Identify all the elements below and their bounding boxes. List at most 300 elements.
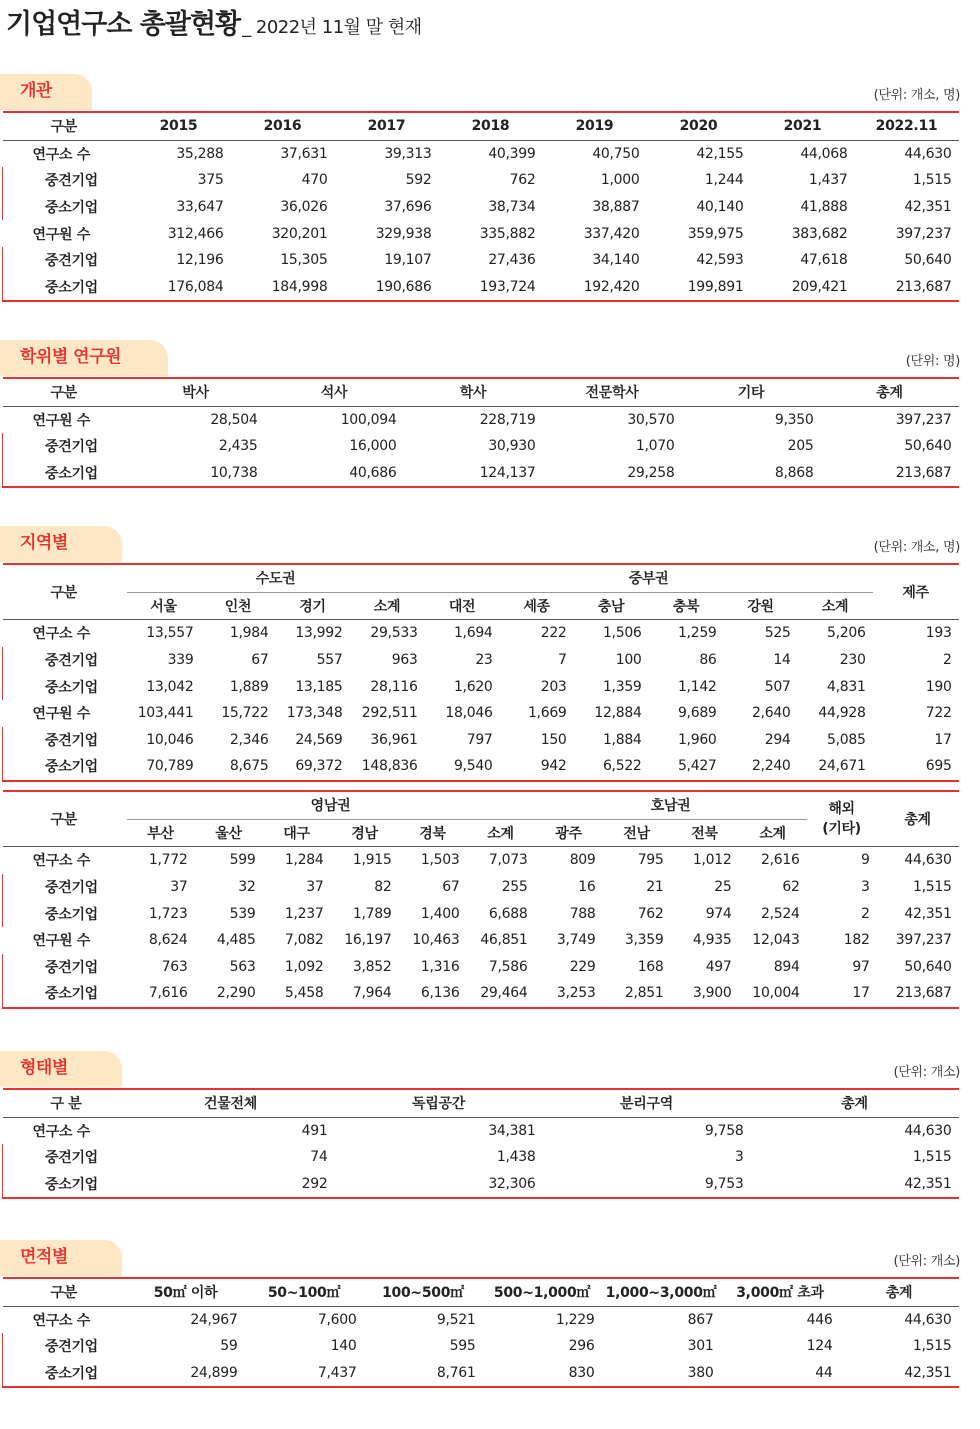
cell-value: 1,984 [229, 625, 269, 642]
cell-value: 67 [442, 879, 460, 896]
cell-value: 830 [483, 1360, 602, 1388]
cell-value: 193,724 [439, 274, 543, 302]
cell-value: 375 [197, 172, 224, 189]
cell-value: 1,092 [284, 958, 324, 975]
cell-value: 8,675 [201, 753, 276, 781]
cell-value: 294 [764, 731, 791, 748]
cell-value: 7,073 [488, 852, 528, 869]
cell-value: 1,669 [527, 705, 567, 722]
cell-value: 762 [509, 172, 536, 189]
cell-value: 3,900 [671, 980, 739, 1008]
cell-value: 30,570 [627, 411, 675, 428]
cell-value: 7,586 [488, 958, 528, 975]
cell-value: 695 [873, 753, 959, 781]
cell-value: 24,967 [190, 1311, 238, 1328]
cell-value: 507 [764, 678, 791, 695]
column-header: 경북 [399, 819, 467, 847]
cell-value: 86 [699, 652, 717, 669]
region-unit: (단위: 개소, 명) [873, 540, 960, 555]
cell-value: 1,515 [912, 172, 952, 189]
area-table [2, 1277, 959, 1388]
header-row [3, 1278, 959, 1306]
cell-value: 40,686 [265, 460, 404, 488]
cell-value: 46,851 [480, 932, 528, 949]
column-header: 부산 [127, 819, 195, 847]
cell-value: 17 [934, 731, 952, 748]
cell-value: 942 [500, 753, 574, 781]
table-row [3, 727, 959, 754]
cell-value: 42,351 [904, 905, 952, 922]
cell-value: 38,887 [592, 199, 640, 216]
cell-value: 124,137 [404, 460, 543, 488]
cell-value: 6,688 [488, 905, 528, 922]
cell-value: 1,259 [677, 625, 717, 642]
cell-value: 44,630 [904, 1122, 952, 1139]
cell-value: 21 [646, 879, 664, 896]
table-row [3, 847, 959, 874]
cell-value: 2,435 [218, 438, 258, 455]
column-header: 소계 [350, 592, 425, 620]
row-label: 중견기업 [3, 433, 127, 460]
cell-value: 557 [316, 652, 343, 669]
header-row [3, 1089, 959, 1117]
cell-value: 33,647 [176, 199, 224, 216]
column-header: 울산 [195, 819, 263, 847]
cell-value: 4,485 [216, 932, 256, 949]
form-section-title: 형태별 [0, 1051, 122, 1087]
cell-value: 1,515 [912, 1338, 952, 1355]
cell-value: 50,640 [904, 438, 952, 455]
cell-value: 37,631 [280, 145, 328, 162]
cell-value: 124 [806, 1338, 833, 1355]
cell-value: 1,142 [677, 678, 717, 695]
cell-value: 6,136 [399, 980, 467, 1008]
column-header: 2016 [231, 112, 335, 140]
column-header: 학사 [404, 378, 543, 406]
cell-value: 34,140 [592, 252, 640, 269]
cell-value: 1,503 [420, 852, 460, 869]
overview-table [2, 111, 959, 302]
row-label: 중견기업 [3, 727, 127, 754]
cell-value: 150 [540, 731, 567, 748]
row-label: 중소기업 [3, 274, 127, 302]
column-header: 2018 [439, 112, 543, 140]
header-row [3, 112, 959, 140]
cell-value: 14 [773, 652, 791, 669]
cell-value: 12,043 [752, 932, 800, 949]
cell-value: 23 [475, 652, 493, 669]
column-header: 구분 [3, 564, 127, 620]
cell-value: 44,630 [904, 852, 952, 869]
cell-value: 1,237 [284, 905, 324, 922]
column-header: 독립공간 [335, 1089, 543, 1117]
form-unit: (단위: 개소) [893, 1065, 960, 1080]
column-header: 구분 [3, 378, 127, 406]
cell-value: 809 [569, 852, 596, 869]
overview-unit: (단위: 개소, 명) [873, 88, 960, 103]
cell-value: 69,372 [276, 753, 350, 781]
table-row [3, 220, 959, 247]
overview-section [0, 74, 980, 304]
cell-value: 9,521 [436, 1311, 476, 1328]
cell-value: 10,463 [412, 932, 460, 949]
row-label: 중견기업 [3, 247, 127, 274]
cell-value: 491 [301, 1122, 328, 1139]
cell-value: 140 [330, 1338, 357, 1355]
row-label: 연구원 수 [32, 226, 90, 243]
cell-value: 70,789 [127, 753, 201, 781]
cell-value: 35,288 [176, 145, 224, 162]
cell-value: 3,852 [352, 958, 392, 975]
cell-value: 59 [220, 1338, 238, 1355]
cell-value: 3 [860, 879, 870, 896]
cell-value: 9,350 [774, 411, 814, 428]
cell-value: 7,964 [331, 980, 399, 1008]
cell-value: 5,427 [649, 753, 724, 781]
row-label: 중소기업 [3, 900, 127, 927]
cell-value: 397,237 [895, 932, 952, 949]
table-row [3, 167, 959, 194]
cell-value: 1,000 [600, 172, 640, 189]
cell-value: 27,436 [488, 252, 536, 269]
cell-value: 301 [687, 1338, 714, 1355]
page-title-sub: _ 2022년 11월 말 현재 [242, 17, 422, 38]
cell-value: 329,938 [375, 225, 432, 242]
cell-value: 592 [405, 172, 432, 189]
cell-value: 7,082 [284, 932, 324, 949]
table-row [3, 927, 959, 954]
cell-value: 32 [238, 879, 256, 896]
cell-value: 3,253 [535, 980, 603, 1008]
cell-value: 1,694 [453, 625, 493, 642]
cell-value: 312,466 [167, 225, 224, 242]
cell-value: 229 [569, 958, 596, 975]
cell-value: 296 [568, 1338, 595, 1355]
column-header: 총계 [840, 1278, 959, 1306]
header-row [3, 378, 959, 406]
table-row [3, 140, 959, 167]
cell-value: 383,682 [791, 225, 848, 242]
cell-value: 28,504 [210, 411, 258, 428]
cell-value: 50,640 [904, 252, 952, 269]
page-title [6, 2, 422, 41]
cell-value: 12,196 [176, 252, 224, 269]
cell-value: 205 [787, 438, 814, 455]
column-header: 소계 [798, 592, 873, 620]
row-label: 연구원 수 [32, 412, 90, 429]
column-header: 강원 [724, 592, 798, 620]
cell-value: 446 [806, 1311, 833, 1328]
table-row [3, 980, 959, 1008]
cell-value: 44,630 [904, 145, 952, 162]
degree-section-title: 학위별 연구원 [0, 340, 168, 376]
cell-value: 36,961 [370, 731, 418, 748]
cell-value: 16 [578, 879, 596, 896]
cell-value: 359,975 [687, 225, 744, 242]
column-header: 구분 [3, 112, 127, 140]
cell-value: 173,348 [286, 705, 343, 722]
cell-value: 563 [229, 958, 256, 975]
cell-value: 17 [807, 980, 877, 1008]
cell-value: 1,244 [704, 172, 744, 189]
cell-value: 47,618 [800, 252, 848, 269]
cell-value: 213,687 [877, 980, 959, 1008]
column-header: 구분 [3, 1278, 127, 1306]
cell-value: 148,836 [350, 753, 425, 781]
cell-value: 9,689 [677, 705, 717, 722]
column-header: 2019 [543, 112, 647, 140]
cell-value: 24,899 [127, 1360, 245, 1388]
cell-value: 203 [540, 678, 567, 695]
column-header: 2015 [127, 112, 231, 140]
cell-value: 12,884 [594, 705, 642, 722]
cell-value: 209,421 [751, 274, 855, 302]
cell-value: 9,753 [543, 1171, 751, 1199]
column-header: 500~1,000㎡ [483, 1278, 602, 1306]
cell-value: 15,722 [221, 705, 269, 722]
cell-value: 497 [705, 958, 732, 975]
row-label: 중견기업 [3, 874, 127, 901]
cell-value: 42,351 [840, 1360, 959, 1388]
region-table-2 [2, 790, 959, 1009]
column-header: 2017 [335, 112, 439, 140]
column-header: 전남 [603, 819, 671, 847]
cell-value: 9,540 [425, 753, 500, 781]
cell-value: 7 [557, 652, 567, 669]
cell-value: 62 [782, 879, 800, 896]
region-section [0, 526, 980, 1016]
cell-value: 16,197 [344, 932, 392, 949]
cell-value: 380 [602, 1360, 721, 1388]
column-header: 총계 [751, 1089, 959, 1117]
cell-value: 193 [925, 625, 952, 642]
cell-value: 184,998 [231, 274, 335, 302]
cell-value: 213,687 [855, 274, 959, 302]
cell-value: 190 [925, 678, 952, 695]
column-header: 해외 (기타) [807, 791, 877, 847]
column-header: 총계 [877, 791, 959, 847]
cell-value: 255 [501, 879, 528, 896]
cell-value: 38,734 [488, 199, 536, 216]
column-header: 50~100㎡ [245, 1278, 364, 1306]
cell-value: 1,284 [284, 852, 324, 869]
cell-value: 24,671 [798, 753, 873, 781]
cell-value: 4,935 [692, 932, 732, 949]
cell-value: 168 [637, 958, 664, 975]
cell-value: 8,761 [364, 1360, 483, 1388]
cell-value: 525 [764, 625, 791, 642]
cell-value: 30,930 [488, 438, 536, 455]
cell-value: 397,237 [895, 411, 952, 428]
column-header: 전북 [671, 819, 739, 847]
cell-value: 2,240 [724, 753, 798, 781]
row-label: 중소기업 [3, 753, 127, 781]
cell-value: 67 [251, 652, 269, 669]
region-table-1 [2, 563, 959, 782]
cell-value: 2,290 [195, 980, 263, 1008]
cell-value: 42,351 [904, 199, 952, 216]
row-label: 중견기업 [3, 1333, 127, 1360]
column-header: 충북 [649, 592, 724, 620]
cell-value: 339 [167, 652, 194, 669]
cell-value: 100 [615, 652, 642, 669]
cell-value: 1,438 [496, 1149, 536, 1166]
cell-value: 5,458 [263, 980, 331, 1008]
form-table [2, 1088, 959, 1199]
cell-value: 1,515 [912, 1149, 952, 1166]
column-header: 2020 [647, 112, 751, 140]
column-header: 경남 [331, 819, 399, 847]
cell-value: 1,012 [692, 852, 732, 869]
cell-value: 2,616 [760, 852, 800, 869]
column-header: 1,000~3,000㎡ [602, 1278, 721, 1306]
row-label: 연구소 수 [32, 146, 90, 163]
table-row [3, 647, 959, 674]
row-label: 중소기업 [3, 980, 127, 1008]
cell-value: 28,116 [370, 678, 418, 695]
table-row [3, 900, 959, 927]
cell-value: 1,915 [352, 852, 392, 869]
row-label: 중소기업 [3, 460, 127, 488]
degree-section [0, 340, 980, 490]
cell-value: 7,437 [245, 1360, 364, 1388]
table-row [3, 247, 959, 274]
column-header: 광주 [535, 819, 603, 847]
cell-value: 13,557 [146, 625, 194, 642]
cell-value: 213,687 [821, 460, 959, 488]
cell-value: 44,630 [904, 1311, 952, 1328]
cell-value: 37,696 [384, 199, 432, 216]
cell-value: 3 [734, 1149, 744, 1166]
cell-value: 1,070 [635, 438, 675, 455]
cell-value: 3,359 [624, 932, 664, 949]
table-row [3, 673, 959, 700]
column-header: 50㎡ 이하 [127, 1278, 245, 1306]
overview-section-title: 개관 [0, 74, 92, 110]
column-header: 2021 [751, 112, 855, 140]
cell-value: 192,420 [543, 274, 647, 302]
table-row [3, 874, 959, 901]
row-label: 중견기업 [3, 954, 127, 981]
row-label: 연구원 수 [32, 706, 90, 723]
column-header: 소계 [467, 819, 535, 847]
cell-value: 788 [569, 905, 596, 922]
cell-value: 50,640 [904, 958, 952, 975]
cell-value: 1,437 [808, 172, 848, 189]
table-row [3, 433, 959, 460]
column-header: 제주 [873, 564, 959, 620]
cell-value: 335,882 [479, 225, 536, 242]
cell-value: 1,889 [229, 678, 269, 695]
cell-value: 44,928 [818, 705, 866, 722]
cell-value: 1,229 [555, 1311, 595, 1328]
column-header: 소계 [739, 819, 807, 847]
cell-value: 9 [860, 852, 870, 869]
cell-value: 41,888 [800, 199, 848, 216]
column-header: 분리구역 [543, 1089, 751, 1117]
cell-value: 29,533 [370, 625, 418, 642]
row-label: 중견기업 [3, 647, 127, 674]
cell-value: 42,593 [696, 252, 744, 269]
cell-value: 36,026 [280, 199, 328, 216]
cell-value: 29,464 [467, 980, 535, 1008]
column-header: 대전 [425, 592, 500, 620]
cell-value: 5,206 [826, 625, 866, 642]
cell-value: 539 [229, 905, 256, 922]
table-row [3, 274, 959, 302]
area-unit: (단위: 개소) [893, 1254, 960, 1269]
cell-value: 1,884 [602, 731, 642, 748]
area-section-title: 면적별 [0, 1240, 122, 1276]
column-header: 2022.11 [855, 112, 959, 140]
column-header: 박사 [127, 378, 265, 406]
cell-value: 10,046 [146, 731, 194, 748]
cell-value: 1,400 [420, 905, 460, 922]
cell-value: 963 [391, 652, 418, 669]
cell-value: 25 [714, 879, 732, 896]
column-header: 건물전체 [127, 1089, 335, 1117]
cell-value: 2,640 [751, 705, 791, 722]
cell-value: 1,506 [602, 625, 642, 642]
table-row [3, 1333, 959, 1360]
cell-value: 42,155 [696, 145, 744, 162]
table-row [3, 1117, 959, 1144]
cell-value: 40,140 [696, 199, 744, 216]
cell-value: 37 [306, 879, 324, 896]
column-header: 전문학사 [543, 378, 682, 406]
cell-value: 320,201 [271, 225, 328, 242]
cell-value: 19,107 [384, 252, 432, 269]
cell-value: 7,616 [127, 980, 195, 1008]
cell-value: 1,789 [352, 905, 392, 922]
cell-value: 4,831 [826, 678, 866, 695]
cell-value: 103,441 [137, 705, 194, 722]
column-header: 구 분 [3, 1089, 127, 1117]
cell-value: 595 [449, 1338, 476, 1355]
header-row [3, 592, 959, 620]
row-label: 연구소 수 [32, 1312, 90, 1329]
column-header: 인천 [201, 592, 276, 620]
table-row [3, 954, 959, 981]
cell-value: 292,511 [361, 705, 418, 722]
region-group-header: 수도권 [127, 564, 425, 592]
cell-value: 5,085 [826, 731, 866, 748]
area-section [0, 1240, 980, 1390]
cell-value: 15,305 [280, 252, 328, 269]
cell-value: 24,569 [295, 731, 343, 748]
cell-value: 6,522 [574, 753, 649, 781]
cell-value: 42,351 [751, 1171, 959, 1199]
region-group-header: 영남권 [127, 791, 535, 819]
column-header: 총계 [821, 378, 959, 406]
row-label: 연구소 수 [32, 626, 90, 643]
region-group-header: 호남권 [535, 791, 807, 819]
cell-value: 894 [773, 958, 800, 975]
degree-table [2, 377, 959, 488]
page-title-main: 기업연구소 총괄현황 [6, 9, 241, 40]
column-header: 100~500㎡ [364, 1278, 483, 1306]
table-row [3, 1171, 959, 1199]
row-label: 중소기업 [3, 1360, 127, 1388]
column-header: 세종 [500, 592, 574, 620]
cell-value: 13,992 [295, 625, 343, 642]
cell-value: 762 [637, 905, 664, 922]
cell-value: 176,084 [127, 274, 231, 302]
cell-value: 470 [301, 172, 328, 189]
table-row [3, 406, 959, 433]
cell-value: 8,624 [148, 932, 188, 949]
cell-value: 337,420 [583, 225, 640, 242]
